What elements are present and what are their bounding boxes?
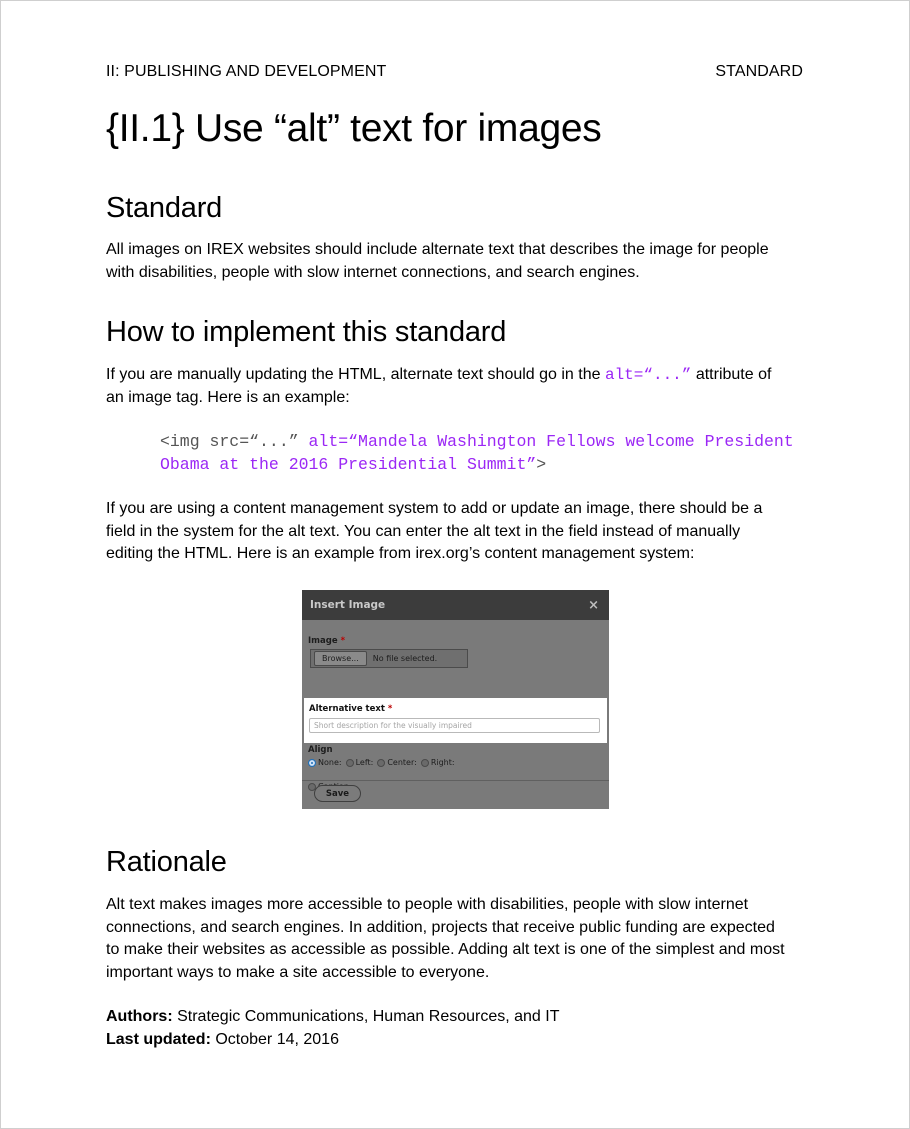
standard-line-1: All images on IREX websites should include alternate text that describes the image for people <box>106 241 769 258</box>
align-radio-group <box>308 758 459 767</box>
standard-heading: Standard <box>106 192 223 224</box>
updated-value: October 14, 2016 <box>210 1030 339 1048</box>
image-label <box>308 636 345 646</box>
dialog-divider <box>302 780 609 781</box>
cms-line-2: field in the system for the alt text. You can enter the alt text in the field instead of manually <box>106 522 741 540</box>
intro-text-1: If you are manually updating the HTML, alternate text should go in the <box>106 366 605 383</box>
save-button: Save <box>314 785 361 802</box>
code-close-bracket: > <box>536 455 547 474</box>
align-center-label: Center: <box>387 758 417 767</box>
alt-text-label <box>309 704 392 714</box>
radio-icon <box>377 759 385 767</box>
align-label: Align <box>308 745 333 755</box>
running-header <box>106 63 803 81</box>
alt-text-label-text: Alternative text <box>309 704 385 714</box>
required-mark: * <box>387 704 393 714</box>
intro-text-2: attribute of <box>691 366 772 383</box>
code-img-tag: <img src=“...” <box>160 432 309 451</box>
standard-line-2: with disabilities, people with slow internet connections, and search engines. <box>106 263 640 281</box>
file-input <box>310 649 468 668</box>
file-status: No file selected. <box>372 654 438 663</box>
inline-alt-code: alt=“...” <box>604 366 692 384</box>
code-alt-attr-1: alt=“Mandela Washington Fellows welcome President <box>308 432 794 451</box>
authors-value: Strategic Communications, Human Resources, and IT <box>172 1008 560 1025</box>
dialog-header <box>302 590 609 620</box>
align-left-label: Left: <box>355 758 374 767</box>
close-icon: × <box>588 597 599 613</box>
align-right-label: Right: <box>430 758 455 767</box>
document-meta <box>106 1006 806 1051</box>
alt-text-panel <box>304 698 607 743</box>
dialog-title: Insert Image <box>310 599 386 611</box>
align-none-label: None: <box>318 758 342 767</box>
radio-selected-icon <box>308 759 316 767</box>
align-center-option <box>377 758 416 767</box>
rationale-paragraph <box>106 894 816 984</box>
rationale-line-1: Alt text makes images more accessible to people with disabilities, people with slow internet <box>106 896 749 913</box>
radio-icon <box>421 759 429 767</box>
cms-line-3: editing the HTML. Here is an example from irex.org’s content management system: <box>106 545 695 562</box>
intro-line-2: an image tag. Here is an example: <box>106 388 350 406</box>
page-title: {II.1} Use “alt” text for images <box>106 107 602 150</box>
category-label: STANDARD <box>715 63 803 80</box>
rationale-line-2: connections, and search engines. In addition, projects that receive public funding are expected <box>106 918 775 936</box>
align-none-option <box>308 758 342 767</box>
standard-paragraph <box>106 239 806 284</box>
rationale-line-4: important ways to make a site accessible to everyone. <box>106 963 490 981</box>
align-right-option <box>421 758 455 767</box>
authors-label: Authors: <box>106 1008 173 1025</box>
alt-text-input: Short description for the visually impaired <box>309 718 600 733</box>
radio-icon <box>346 759 354 767</box>
dialog-body <box>302 620 609 809</box>
implement-heading: How to implement this standard <box>106 316 507 348</box>
implement-intro <box>106 364 806 409</box>
updated-label: Last updated: <box>106 1030 211 1048</box>
code-alt-attr-2: Obama at the 2016 Presidential Summit” <box>160 455 537 474</box>
cms-line-1: If you are using a content management system to add or update an image, there should be a <box>106 500 763 517</box>
insert-image-dialog-screenshot <box>302 590 609 809</box>
rationale-line-3: to make their websites as accessible as possible. Adding alt text is one of the simplest and most <box>106 941 785 958</box>
code-example <box>160 430 794 476</box>
section-label: II: PUBLISHING AND DEVELOPMENT <box>106 63 387 80</box>
rationale-heading: Rationale <box>106 846 227 878</box>
browse-button: Browse... <box>314 651 367 666</box>
cms-paragraph <box>106 498 816 566</box>
required-mark: * <box>340 636 346 646</box>
image-label-text: Image <box>308 636 338 646</box>
align-left-option <box>346 758 374 767</box>
